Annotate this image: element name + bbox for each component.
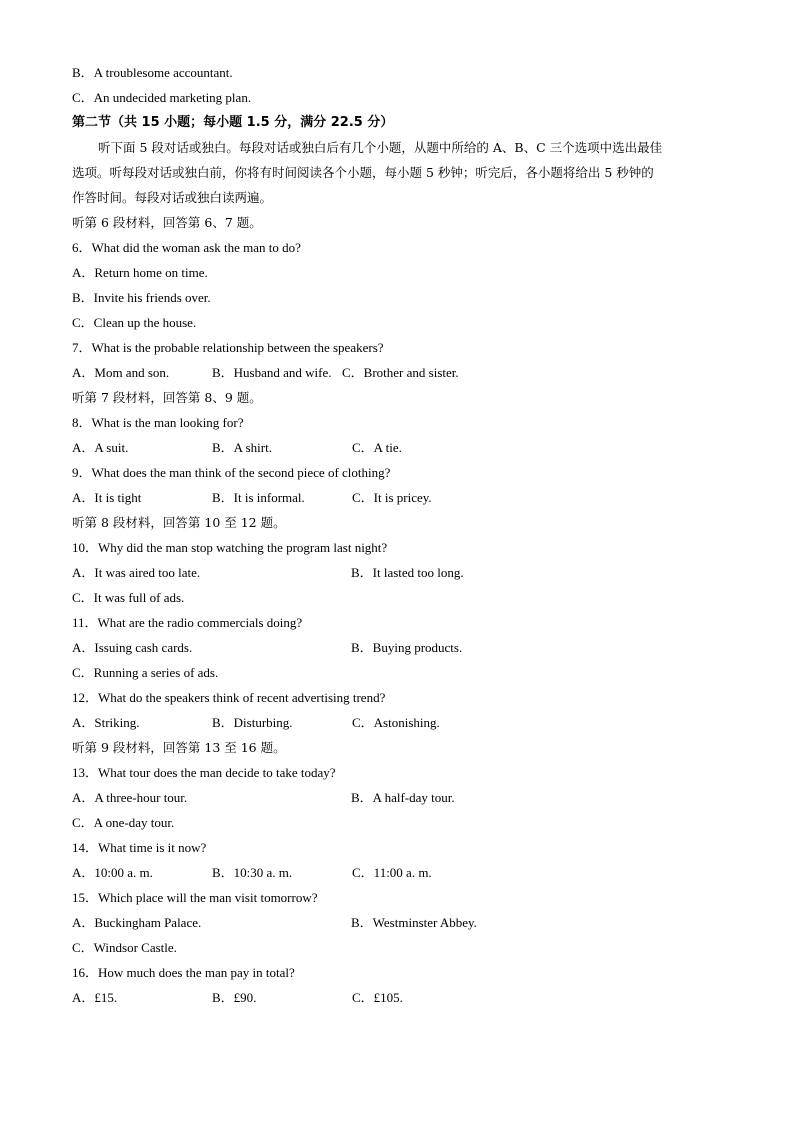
- question-6-option-b: B．Invite his friends over.: [72, 290, 211, 305]
- material-8-heading: 听第 8 段材料，回答第 10 至 12 题。: [72, 515, 286, 530]
- question-11-option-c: C．Running a series of ads.: [72, 665, 219, 680]
- question-7-option-b: B．Husband and wife.: [212, 365, 332, 380]
- material-6-heading: 听第 6 段材料，回答第 6、7 题。: [72, 215, 262, 230]
- prev-option-b: B．A troublesome accountant.: [72, 65, 233, 80]
- question-16-option-c: C．£105.: [352, 990, 403, 1005]
- question-10-option-c: C．It was full of ads.: [72, 590, 185, 605]
- question-15-option-a: A．Buckingham Palace.: [72, 915, 202, 930]
- material-9-heading: 听第 9 段材料，回答第 13 至 16 题。: [72, 740, 286, 755]
- question-13-option-b: B．A half-day tour.: [351, 790, 455, 805]
- question-8-option-c: C．A tie.: [352, 440, 402, 455]
- question-6-option-a: A．Return home on time.: [72, 265, 208, 280]
- question-11-option-b: B．Buying products.: [351, 640, 463, 655]
- question-12: 12．What do the speakers think of recent advertising trend?: [72, 690, 386, 705]
- instructions-line-3: 作答时间。每段对话或独白读两遍。: [72, 190, 273, 205]
- question-15-option-b: B．Westminster Abbey.: [351, 915, 477, 930]
- question-12-option-c: C．Astonishing.: [352, 715, 440, 730]
- question-12-option-b: B．Disturbing.: [212, 715, 293, 730]
- question-10: 10．Why did the man stop watching the program last night?: [72, 540, 388, 555]
- question-16-option-a: A．£15.: [72, 990, 118, 1005]
- question-14-option-a: A．10:00 a. m.: [72, 865, 153, 880]
- question-7: 7．What is the probable relationship between the speakers?: [72, 340, 384, 355]
- question-8-option-b: B．A shirt.: [212, 440, 272, 455]
- question-9-option-a: A．It is tight: [72, 490, 142, 505]
- question-11-option-a: A．Issuing cash cards.: [72, 640, 193, 655]
- instructions-line-1: 听下面 5 段对话或独白。每段对话或独白后有几个小题，从题中所给的 A、B、C 三个选项中选出最佳: [98, 140, 663, 155]
- question-9-option-b: B．It is informal.: [212, 490, 305, 505]
- question-15-option-c: C．Windsor Castle.: [72, 940, 177, 955]
- question-8-option-a: A．A suit.: [72, 440, 129, 455]
- question-11: 11．What are the radio commercials doing?: [72, 615, 303, 630]
- question-8: 8．What is the man looking for?: [72, 415, 244, 430]
- question-9: 9．What does the man think of the second piece of clothing?: [72, 465, 391, 480]
- question-10-option-a: A．It was aired too late.: [72, 565, 201, 580]
- question-15: 15．Which place will the man visit tomorrow?: [72, 890, 318, 905]
- question-14: 14．What time is it now?: [72, 840, 207, 855]
- prev-option-c: C．An undecided marketing plan.: [72, 90, 252, 105]
- question-7-option-a: A．Mom and son.: [72, 365, 170, 380]
- question-14-option-b: B．10:30 a. m.: [212, 865, 293, 880]
- question-16-option-b: B．£90.: [212, 990, 257, 1005]
- material-7-heading: 听第 7 段材料，回答第 8、9 题。: [72, 390, 262, 405]
- section-heading: 第二节（共 15 小题；每小题 1.5 分，满分 22.5 分）: [72, 115, 394, 130]
- question-9-option-c: C．It is pricey.: [352, 490, 432, 505]
- question-7-option-c: C．Brother and sister.: [342, 365, 459, 380]
- question-13-option-c: C．A one-day tour.: [72, 815, 175, 830]
- question-16: 16．How much does the man pay in total?: [72, 965, 295, 980]
- question-6-option-c: C．Clean up the house.: [72, 315, 197, 330]
- question-13: 13．What tour does the man decide to take today?: [72, 765, 336, 780]
- question-13-option-a: A．A three-hour tour.: [72, 790, 188, 805]
- question-14-option-c: C．11:00 a. m.: [352, 865, 432, 880]
- question-10-option-b: B．It lasted too long.: [351, 565, 464, 580]
- question-6: 6．What did the woman ask the man to do?: [72, 240, 301, 255]
- instructions-line-2: 选项。听每段对话或独白前，你将有时间阅读各个小题，每小题 5 秒钟；听完后，各小题将给出 5 秒钟的: [72, 165, 654, 180]
- question-12-option-a: A．Striking.: [72, 715, 140, 730]
